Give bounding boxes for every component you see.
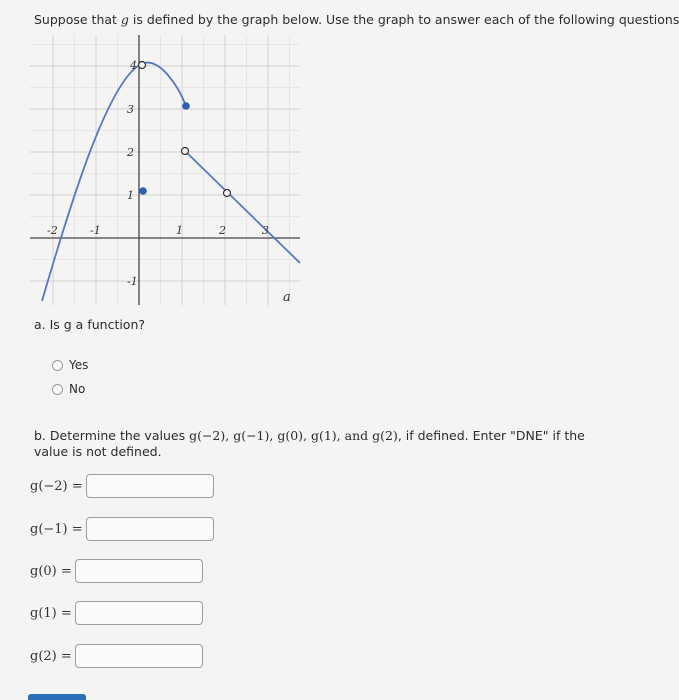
- x-tick-label: 3: [262, 224, 269, 237]
- y-tick-label: 1: [127, 189, 134, 202]
- part-a-prompt: a. Is g a function?: [34, 317, 146, 332]
- field-g-2: [30, 644, 203, 668]
- g-neg1-input[interactable]: [86, 517, 214, 541]
- g-neg2-input[interactable]: [86, 474, 214, 498]
- field-g-0-label: g(0) =: [30, 563, 72, 579]
- label-bottom-right: a: [283, 290, 291, 305]
- question-variable: g: [120, 12, 129, 27]
- submit-button-edge[interactable]: [28, 694, 86, 700]
- question-prefix: Suppose that: [34, 12, 121, 27]
- y-tick-label: 3: [127, 103, 134, 116]
- curve-parabola: [42, 63, 186, 301]
- graph-axes: [30, 35, 300, 305]
- field-g-neg2: [30, 474, 214, 498]
- x-tick-label: 1: [176, 224, 183, 237]
- question-suffix: is defined by the graph below. Use the graph to answer each of the following questions: [128, 12, 679, 27]
- open-circle-top: [139, 62, 146, 69]
- open-circle-1-2: [182, 148, 189, 155]
- question-text: [34, 12, 679, 28]
- part-b-prompt: [34, 428, 614, 460]
- x-tick-label: -1: [90, 224, 101, 237]
- part-b-end: , if defined. Enter "DNE" if the value is not defined.: [34, 428, 585, 459]
- x-tick-label: 2: [219, 224, 226, 237]
- graph-grid: [30, 35, 300, 305]
- radio-no-label[interactable]: No: [69, 382, 86, 396]
- y-tick-label: -1: [127, 275, 138, 288]
- radio-yes[interactable]: [52, 358, 88, 372]
- function-graph: [30, 35, 300, 305]
- open-circle-2-1: [224, 190, 231, 197]
- radio-yes-label[interactable]: Yes: [69, 358, 89, 372]
- g-2-input[interactable]: [75, 644, 203, 668]
- field-g-2-label: g(2) =: [30, 648, 72, 664]
- g-0-input[interactable]: [75, 559, 203, 583]
- part-b-expression: g(−2), g(−1), g(0), g(1), and g(2): [189, 428, 398, 443]
- field-g-neg2-label: g(−2) =: [30, 478, 83, 494]
- y-tick-label: 2: [127, 146, 134, 159]
- radio-no-circle[interactable]: [52, 384, 63, 395]
- field-g-0: [30, 559, 203, 583]
- radio-yes-circle[interactable]: [52, 360, 63, 371]
- radio-no[interactable]: [52, 382, 85, 396]
- closed-point-0-1: [139, 187, 147, 195]
- label-top-4: 4: [130, 59, 137, 72]
- field-g-1: [30, 601, 203, 625]
- part-b-start: b. Determine the values: [34, 428, 190, 443]
- field-g-1-label: g(1) =: [30, 605, 72, 621]
- x-tick-label: -2: [47, 224, 58, 237]
- closed-point-1-3: [182, 102, 190, 110]
- field-g-neg1-label: g(−1) =: [30, 521, 83, 537]
- field-g-neg1: [30, 517, 214, 541]
- g-1-input[interactable]: [75, 601, 203, 625]
- curve-segment: [185, 151, 300, 263]
